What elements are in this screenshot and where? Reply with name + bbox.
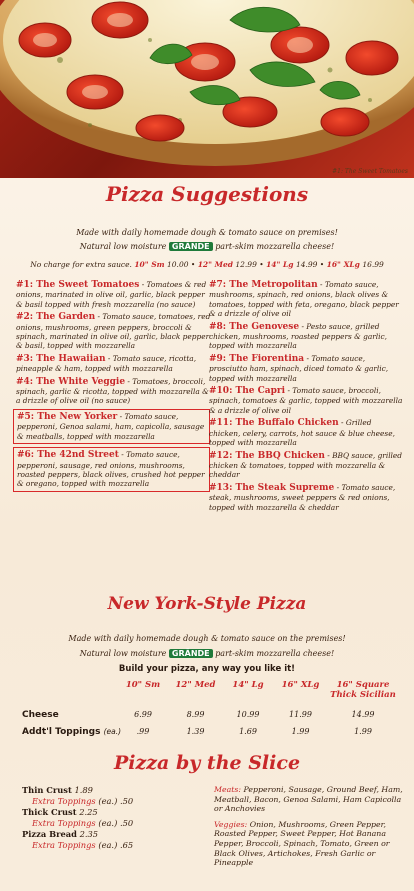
row-label-text: Addt'l Toppings (22, 727, 101, 737)
price-header: 14" Lg (232, 680, 264, 690)
size-price: 14.99 (295, 260, 318, 269)
intro-text: part-skim mozzarella cheese! (215, 649, 335, 658)
size-label: 16" XLg (326, 260, 360, 269)
suggestions-left-column (16, 280, 212, 495)
menu-item (209, 354, 405, 383)
item-description: - Tomato sauce, broccoli, spinach, tomatoes & garlic, topped with mozzarella & a drizzle of olive oil (209, 386, 403, 415)
veggies-text: Onion, Mushrooms, Green Pepper, Roasted Pepper, Sweet Pepper, Hot Banana Pepper, Broccoli, Spinach, Tomato, Green or Black Olives, Artichokes, Fresh Garlic or Pineapple (214, 819, 390, 868)
item-name: #12: The BBQ Chicken (209, 450, 325, 461)
slice-item (22, 829, 202, 840)
menu-item (209, 418, 405, 447)
extra-price: .50 (119, 796, 134, 806)
nystyle-intro-line2 (0, 649, 414, 658)
item-name: #3: The Hawaiian (16, 353, 106, 364)
meats-list (214, 785, 406, 814)
size-price: 16.99 (362, 260, 384, 269)
price-header: 16" Square Thick Sicilian (330, 680, 396, 700)
price-header: 10" Sm (125, 680, 161, 690)
menu-item (16, 354, 212, 374)
slice-price: 2.35 (79, 829, 99, 839)
item-name: #7: The Metropolitan (209, 280, 318, 290)
topping-lists (214, 785, 406, 874)
item-name: #8: The Genovese (209, 321, 300, 332)
menu-item (16, 377, 212, 406)
price-cell: 14.99 (351, 710, 375, 719)
slice-prices (22, 785, 202, 851)
extra-price: .65 (119, 840, 134, 850)
item-description: - Tomatoes, broccoli, spinach, garlic & ricotta, topped with mozzarella & a drizzle of olive oil (no sauce) (16, 376, 209, 406)
slice-extra (22, 796, 202, 807)
item-name: #10: The Capri (209, 386, 286, 397)
menu-item (209, 483, 405, 512)
extra-label: Extra Toppings (32, 796, 96, 806)
price-cell: 1.39 (186, 727, 205, 736)
suggestions-right-column (209, 280, 405, 515)
size-label: 12" Med (197, 260, 233, 269)
nystyle-intro-line1: Made with daily homemade dough & tomato sauce on the premises! (68, 634, 346, 643)
size-label: 14" Lg (266, 260, 294, 269)
suggestions-intro-line2 (0, 242, 414, 251)
item-description: - Tomato sauce, tomatoes, red onions, mushrooms, green peppers, broccoli & spinach, marinated in olive oil, garlic, black pepper & basil, topped with mozzarella (16, 312, 211, 351)
extra-sub: (ea.) (98, 796, 118, 806)
slice-price: 2.25 (79, 807, 98, 817)
slice-item (22, 785, 202, 796)
section-title-slice: Pizza by the Slice (113, 752, 301, 774)
price-row-label: Cheese (22, 710, 59, 720)
item-description: - Tomatoes & red onions, marinated in olive oil, garlic, black pepper & basil topped with fresh mozzarella (no sauce) (16, 280, 207, 309)
slice-item (22, 807, 202, 818)
slice-name: Thin Crust (22, 785, 72, 795)
menu-item (209, 280, 405, 319)
item-name: #13: The Steak Supreme (209, 482, 335, 493)
item-description: - Grilled chicken, celery, carrots, hot sauce & blue cheese, topped with mozzarella (209, 418, 395, 448)
price-cell: 1.99 (354, 727, 372, 736)
menu-item (209, 451, 405, 480)
size-price: 10.00 (167, 260, 189, 269)
grande-logo: GRĀNDE (169, 649, 213, 658)
extra-price: .50 (119, 818, 134, 828)
photo-caption: #1: The Sweet Tomatoes (332, 168, 408, 175)
price-header: 12" Med (175, 680, 216, 690)
price-cell: 10.99 (236, 710, 260, 719)
item-name: #11: The Buffalo Chicken (209, 418, 339, 429)
veggies-list (214, 820, 406, 868)
price-cell: .99 (136, 727, 150, 736)
price-cell: 1.69 (239, 727, 257, 736)
price-cell: 11.99 (289, 710, 312, 719)
item-name: #1: The Sweet Tomatoes (16, 280, 140, 290)
build-your-pizza-note: Build your pizza, any way you like it! (118, 664, 296, 674)
size-price: 12.99 (235, 260, 257, 269)
intro-text: Natural low moisture (79, 242, 167, 251)
item-description: - Tomato sauce, prosciutto ham, spinach, diced tomato & garlic, topped with mozzarella (209, 353, 389, 383)
slice-extra (22, 818, 202, 829)
extra-sauce-note: No charge for extra sauce. (30, 260, 132, 269)
slice-price: 1.89 (74, 785, 93, 795)
menu-item (209, 322, 405, 351)
price-header: 16" XLg (281, 680, 320, 690)
item-name: #6: The 42nd Street (17, 450, 119, 461)
suggestions-intro-line1: Made with daily homemade dough & tomato sauce on premises! (76, 228, 338, 237)
item-description: - Tomato sauce, ricotta, pineapple & ham, topped with mozzarella (16, 353, 197, 374)
extra-sub: (ea.) (98, 840, 118, 850)
menu-item (16, 280, 212, 309)
slice-name: Thick Crust (22, 807, 77, 817)
price-cell: 6.99 (134, 710, 152, 719)
slice-name: Pizza Bread (22, 829, 77, 839)
menu-item-highlighted (13, 447, 210, 492)
item-name: #4: The White Veggie (16, 376, 126, 387)
veggies-label: Veggies: (214, 819, 248, 829)
intro-text: Natural low moisture (79, 649, 167, 658)
grande-logo: GRĀNDE (169, 242, 213, 251)
price-cell: 1.99 (291, 727, 310, 736)
item-name: #2: The Garden (16, 312, 96, 323)
meats-text: Pepperoni, Sausage, Ground Beef, Ham, Meatball, Bacon, Genoa Salami, Ham Capicolla or Anchovies (214, 785, 403, 814)
menu-item (16, 312, 212, 351)
pizza-illustration (0, 0, 414, 178)
item-description: - Tomato sauce, pepperoni, sausage, red onions, mushrooms, roasted peppers, black olives, crushed hot pepper & oregano, topped with mozzarella (17, 450, 205, 489)
menu-item-highlighted (13, 409, 210, 444)
item-name: #9: The Fiorentina (209, 353, 305, 364)
section-title-nystyle: New York-Style Pizza (107, 594, 307, 614)
menu-item (209, 386, 405, 415)
pizza-photo (0, 0, 414, 178)
item-description: - Tomato sauce, mushrooms, spinach, red onions, black olives & tomatoes, topped with feta, oregano, black pepper & a drizzle of olive oil (209, 280, 399, 319)
row-label-sub: (ea.) (103, 727, 122, 736)
extra-sub: (ea.) (98, 818, 118, 828)
item-description: - Tomato sauce, steak, mushrooms, sweet peppers & red onions, topped with mozzarella & cheddar (209, 482, 396, 512)
extra-label: Extra Toppings (32, 818, 96, 828)
slice-extra (22, 840, 202, 851)
item-description: - Pesto sauce, grilled chicken, mushrooms, roasted peppers & garlic, topped with mozzarella (209, 321, 387, 351)
meats-label: Meats: (214, 785, 242, 794)
price-cell: 8.99 (186, 710, 205, 719)
section-title-suggestions: Pizza Suggestions (105, 182, 309, 206)
item-name: #5: The New Yorker (17, 411, 118, 422)
extra-label: Extra Toppings (32, 840, 96, 850)
item-description: - Tomato sauce, pepperoni, Genoa salami, ham, capicolla, sausage & meatballs, topped with mozzarella (17, 411, 205, 441)
item-description: - BBQ sauce, grilled chicken & tomatoes, topped with mozzarella & cheddar (209, 450, 403, 480)
size-price-line: No charge for extra sauce. 10" Sm 10.00 • 12" Med 12.99 • 14" Lg 14.99 • 16" XLg 16.99 (30, 260, 384, 269)
size-label: 10" Sm (134, 260, 165, 269)
intro-text: part-skim mozzarella cheese! (215, 242, 335, 251)
price-row-label (22, 727, 121, 737)
